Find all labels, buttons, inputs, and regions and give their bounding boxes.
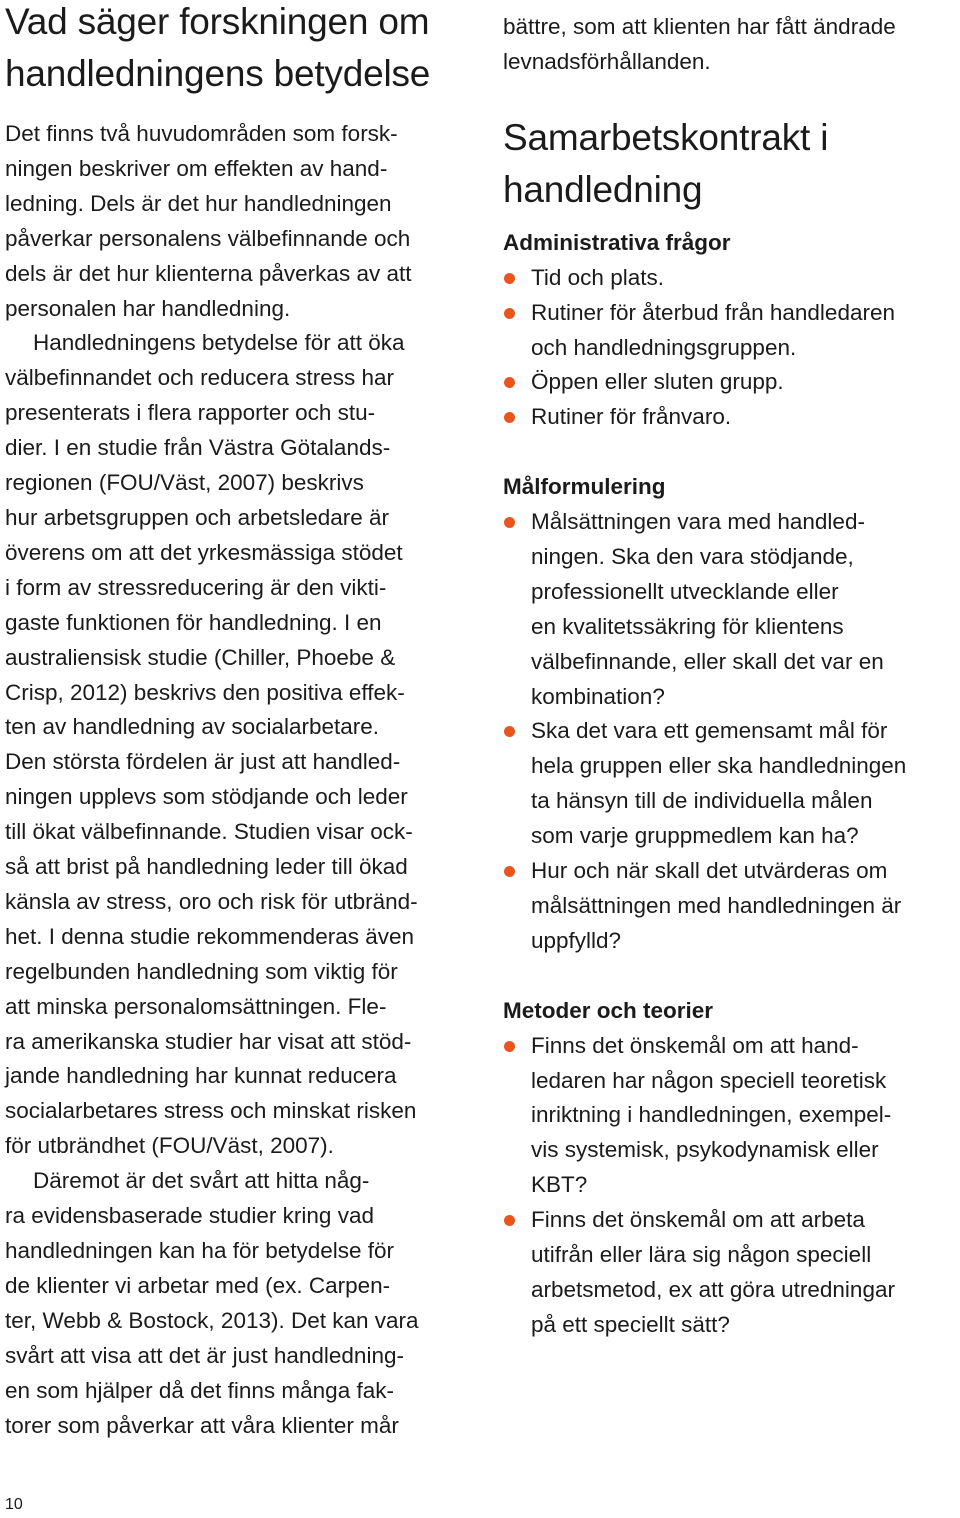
text-line: och handledningsgruppen. <box>531 334 797 360</box>
text-line: ra amerikanska studier har visat att stöd- <box>5 1028 412 1054</box>
paragraph-continuation <box>503 10 958 80</box>
text-line: regelbunden handledning som viktig för <box>5 958 398 984</box>
text-line: att minska personalomsättningen. Fle- <box>5 993 387 1019</box>
text-line: ten av handledning av socialarbetare. <box>5 714 380 740</box>
left-column <box>5 0 465 1443</box>
text-line: Finns det önskemål om att arbeta <box>531 1207 865 1233</box>
text-line: ningen. Ska den vara stödjande, <box>531 543 854 569</box>
right-column <box>503 0 958 1343</box>
text-line: så att brist på handledning leder till ökad <box>5 854 408 880</box>
paragraph-intro <box>5 117 465 326</box>
text-line: uppfylld? <box>531 927 622 953</box>
text-line: gaste funktionen för handledning. I en <box>5 609 382 635</box>
page-number: 10 <box>5 1496 23 1513</box>
text-line: Målsättningen vara med handled- <box>531 509 865 535</box>
paragraph-evidence <box>5 1164 465 1443</box>
title-line: Samarbetskontrakt i <box>503 116 829 158</box>
text-line: dels är det hur klienterna påverkas av att <box>5 260 412 286</box>
text-line: Rutiner för frånvaro. <box>531 404 732 430</box>
text-line: Finns det önskemål om att hand- <box>531 1032 859 1058</box>
text-line: ningen upplevs som stödjande och leder <box>5 784 408 810</box>
bullet-icon <box>504 726 515 737</box>
list-item <box>503 296 958 366</box>
section-methods <box>503 994 958 1343</box>
text-line: en kvalitetssäkring för klientens <box>531 613 844 639</box>
list-item <box>503 714 958 854</box>
text-line: het. I denna studie rekommenderas även <box>5 923 414 949</box>
text-line: levnadsförhållanden. <box>503 48 711 74</box>
text-line: till ökat välbefinnande. Studien visar ock- <box>5 819 413 845</box>
text-line: Den största fördelen är just att handled- <box>5 749 401 775</box>
bullet-icon <box>504 1215 515 1226</box>
list-item <box>503 400 958 435</box>
text-line: regionen (FOU/Väst, 2007) beskrivs <box>5 470 364 496</box>
text-line: en som hjälper då det finns många fak- <box>5 1377 394 1403</box>
text-line: torer som påverkar att våra klienter mår <box>5 1412 399 1438</box>
text-line: Rutiner för återbud från handledaren <box>531 299 895 325</box>
text-line: dier. I en studie från Västra Götalands- <box>5 435 391 461</box>
text-line: KBT? <box>531 1172 588 1198</box>
text-line: Däremot är det svårt att hitta någ- <box>33 1168 370 1194</box>
section-goals <box>503 470 958 959</box>
text-line: professionellt utvecklande eller <box>531 578 839 604</box>
text-line: på ett speciellt sätt? <box>531 1311 730 1337</box>
text-line: ra evidensbaserade studier kring vad <box>5 1203 374 1229</box>
title-line: Vad säger forskningen om <box>5 1 430 42</box>
bullet-icon <box>504 273 515 284</box>
bullet-icon <box>504 866 515 877</box>
list-item <box>503 505 958 714</box>
section-title-research <box>5 0 465 100</box>
text-line: som varje gruppmedlem kan ha? <box>531 823 859 849</box>
text-line: inriktning i handledningen, exempel- <box>531 1102 892 1128</box>
section-title-contract <box>503 112 958 216</box>
list-item <box>503 1203 958 1343</box>
text-line: för utbrändhet (FOU/Väst, 2007). <box>5 1133 334 1159</box>
text-line: i form av stressreducering är den vikti- <box>5 574 387 600</box>
paragraph-wellbeing <box>5 326 465 1164</box>
text-line: kombination? <box>531 683 665 709</box>
text-line: välbefinnandet och reducera stress har <box>5 365 394 391</box>
bullet-icon <box>504 412 515 423</box>
title-line: handledning <box>503 168 703 210</box>
list-item <box>503 1029 958 1204</box>
text-line: Crisp, 2012) beskrivs den positiva effek- <box>5 679 405 705</box>
bullet-list <box>503 1029 958 1343</box>
subheading: Administrativa frågor <box>503 229 731 255</box>
text-line: personalen har handledning. <box>5 295 291 321</box>
text-line: påverkar personalens välbefinnande och <box>5 225 411 251</box>
text-line: ter, Webb & Bostock, 2013). Det kan vara <box>5 1307 419 1333</box>
bullet-icon <box>504 517 515 528</box>
text-line: vis systemisk, psykodynamisk eller <box>531 1137 879 1163</box>
text-line: ningen beskriver om effekten av hand- <box>5 155 388 181</box>
list-item <box>503 854 958 959</box>
text-line: känsla av stress, oro och risk för utbränd- <box>5 888 418 914</box>
text-line: Ska det vara ett gemensamt mål för <box>531 718 888 744</box>
text-line: utifrån eller lära sig någon speciell <box>531 1242 872 1268</box>
text-line: svårt att visa att det är just handledning- <box>5 1342 404 1368</box>
title-line: handledningens betydelse <box>5 53 431 94</box>
text-line: socialarbetares stress och minskat risken <box>5 1098 417 1124</box>
section-administrative <box>503 226 958 435</box>
bullet-icon <box>504 308 515 319</box>
text-line: målsättningen med handledningen är <box>531 893 902 919</box>
text-line: ta hänsyn till de individuella målen <box>531 788 873 814</box>
text-line: arbetsmetod, ex att göra utredningar <box>531 1276 895 1302</box>
text-line: Handledningens betydelse för att öka <box>33 330 405 356</box>
list-item <box>503 261 958 296</box>
text-line: Det finns två huvudområden som forsk- <box>5 121 398 146</box>
text-line: hur arbetsgruppen och arbetsledare är <box>5 504 389 530</box>
bullet-icon <box>504 1041 515 1052</box>
text-line: de klienter vi arbetar med (ex. Carpen- <box>5 1272 391 1298</box>
text-line: jande handledning har kunnat reducera <box>5 1063 397 1089</box>
bullet-list <box>503 261 958 436</box>
text-line: Hur och när skall det utvärderas om <box>531 858 888 884</box>
text-line: hela gruppen eller ska handledningen <box>531 753 907 779</box>
subheading: Målformulering <box>503 474 666 500</box>
text-line: handledningen kan ha för betydelse för <box>5 1238 395 1263</box>
text-line: ledaren har någon speciell teoretisk <box>531 1067 887 1093</box>
text-line: Tid och plats. <box>531 264 664 290</box>
text-line: bättre, som att klienten har fått ändrade <box>503 14 896 39</box>
bullet-list <box>503 505 958 959</box>
bullet-icon <box>504 377 515 388</box>
text-line: australiensisk studie (Chiller, Phoebe & <box>5 644 396 670</box>
list-item <box>503 365 958 400</box>
text-line: överens om att det yrkesmässiga stödet <box>5 539 403 565</box>
text-line: ledning. Dels är det hur handledningen <box>5 190 392 216</box>
text-line: välbefinnande, eller skall det var en <box>531 648 884 674</box>
text-line: Öppen eller sluten grupp. <box>531 369 784 395</box>
text-line: presenterats i flera rapporter och stu- <box>5 400 376 426</box>
subheading: Metoder och teorier <box>503 997 714 1023</box>
